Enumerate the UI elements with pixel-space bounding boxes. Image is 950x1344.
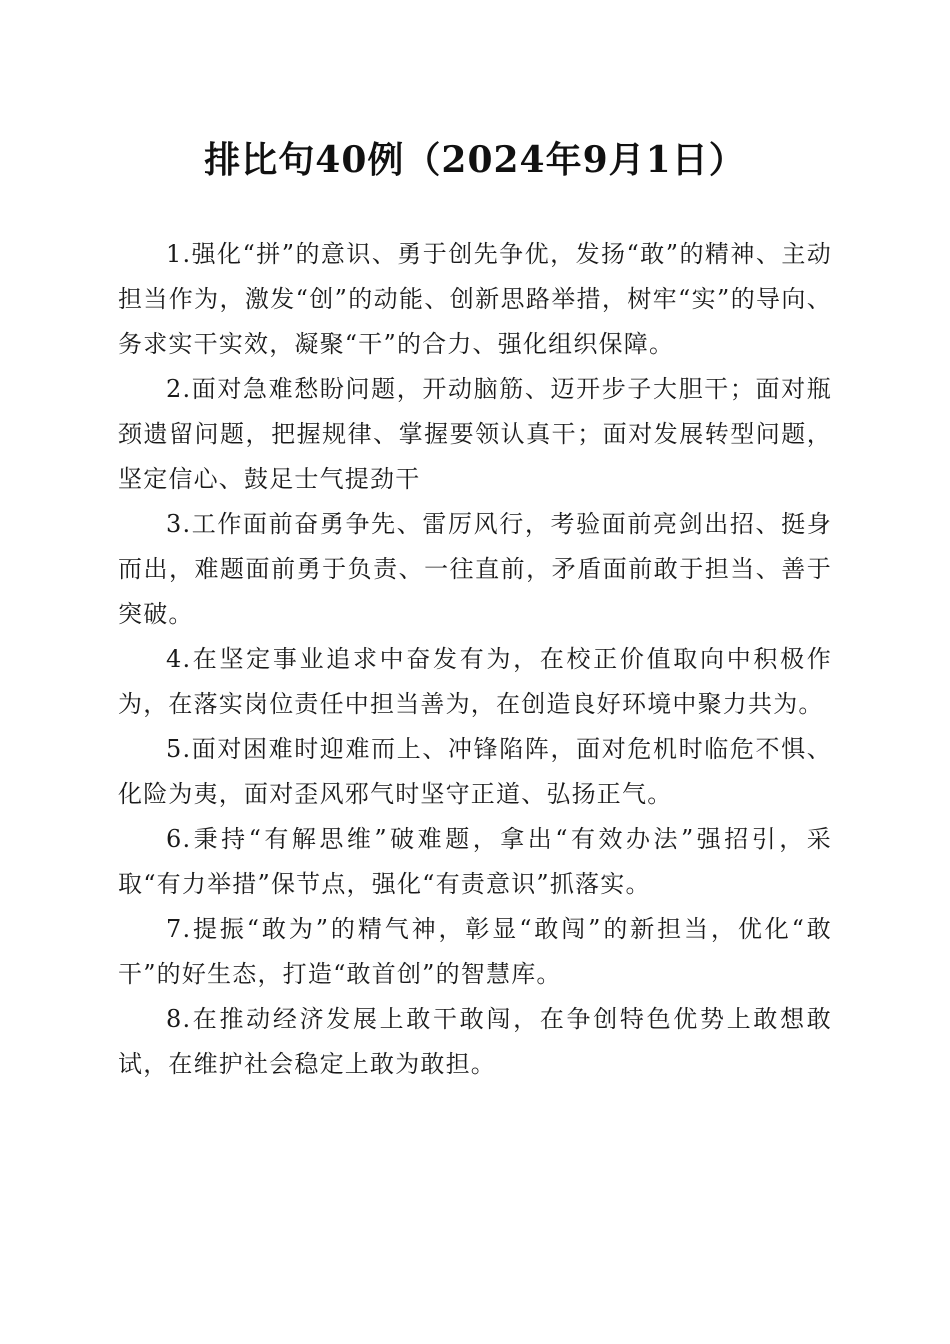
paragraph-7: 7.提振“敢为”的精气神，彰显“敢闯”的新担当，优化“敢干”的好生态，打造“敢首创”的智慧库。 <box>118 915 832 988</box>
paragraph-2: 2.面对急难愁盼问题，开动脑筋、迈开步子大胆干；面对瓶颈遗留问题，把握规律、掌握要领认真干；面对发展转型问题，坚定信心、鼓足士气提劲干 <box>118 375 832 493</box>
paragraph-4: 4.在坚定事业追求中奋发有为，在校正价值取向中积极作为，在落实岗位责任中担当善为，在创造良好环境中聚力共为。 <box>118 645 832 718</box>
paragraph-3: 3.工作面前奋勇争先、雷厉风行，考验面前亮剑出招、挺身而出，难题面前勇于负责、一往直前，矛盾面前敢于担当、善于突破。 <box>118 510 832 628</box>
paragraph-1: 1.强化“拼”的意识、勇于创先争优，发扬“敢”的精神、主动担当作为，激发“创”的动能、创新思路举措，树牢“实”的导向、务求实干实效，凝聚“干”的合力、强化组织保障。 <box>118 240 832 358</box>
paragraph-8: 8.在推动经济发展上敢干敢闯，在争创特色优势上敢想敢试，在维护社会稳定上敢为敢担。 <box>118 1005 832 1078</box>
paragraph-5: 5.面对困难时迎难而上、冲锋陷阵，面对危机时临危不惧、化险为夷，面对歪风邪气时坚守正道、弘扬正气。 <box>118 735 832 808</box>
document-body <box>118 232 832 1087</box>
document-title: 排比句40例（2024年9月1日） <box>204 139 746 181</box>
paragraph-6: 6.秉持“有解思维”破难题，拿出“有效办法”强招引，采取“有力举措”保节点，强化“有责意识”抓落实。 <box>118 825 832 898</box>
